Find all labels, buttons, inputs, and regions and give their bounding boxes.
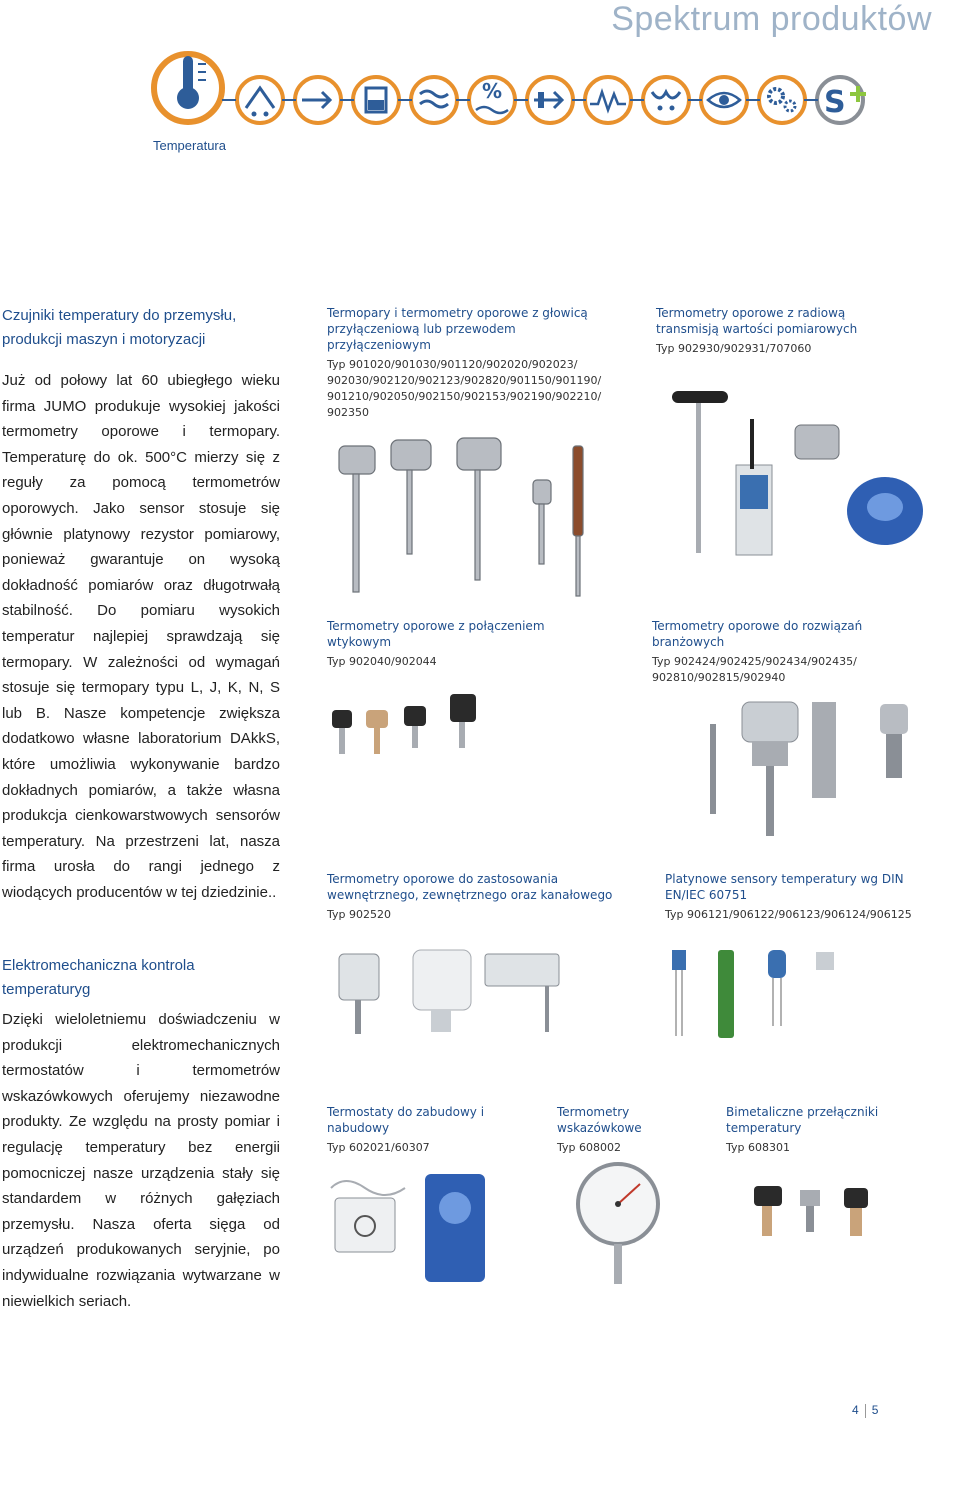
electromech-body: Dzięki wieloletniemu doświadczeniu w produkcji elektromechanicznych termostatów i termometrów wskazówkowych oferujemy niezawodne produkty. Ze względu na prosty pomiar i regulację temperatury bez energii pomocniczej nasze urządzenia stały się standardem w różnych gałęziach przemysłu. Nasza oferta sięga od urządzeń produkowanych seryjnie, po indywidualne rozwiązania wytwarzane w niewielkich seriach.	[2, 1011, 280, 1310]
product-title: Termometry oporowe do zastosowania wewnętrznego, zewnętrznego oraz kanałowego	[327, 872, 613, 902]
gears-icon[interactable]	[759, 77, 805, 123]
safety-plus-icon[interactable]	[817, 77, 866, 123]
product-type: Typ 602021/60307	[327, 1141, 430, 1154]
product-image-bimetal	[748, 1180, 888, 1244]
product-image-indoor	[335, 944, 575, 1036]
product-block	[327, 1104, 507, 1156]
eye-icon[interactable]	[701, 77, 747, 123]
product-block	[652, 618, 872, 686]
product-image-thermocouples	[325, 432, 600, 600]
product-image-dial-thermometer	[560, 1158, 680, 1288]
product-block	[726, 1104, 956, 1156]
product-title: Termometry oporowe do rozwiązań branżowych	[652, 619, 863, 649]
intro-heading: Czujniki temperatury do przemysłu, produkcji maszyn i motoryzacji	[2, 307, 237, 348]
product-category-icons	[150, 48, 890, 134]
percent-icon[interactable]	[469, 77, 515, 123]
electromech-heading: Elektromechaniczna kontrola temperaturyg	[2, 957, 195, 998]
product-image-thermostat	[325, 1168, 505, 1288]
page-numbers	[846, 1403, 884, 1418]
liquid-analysis-icon[interactable]	[353, 77, 399, 123]
flow-icon[interactable]	[295, 77, 341, 123]
page-number-left: 4	[852, 1403, 859, 1417]
category-label: Temperatura	[153, 138, 226, 153]
level-icon[interactable]	[237, 77, 283, 123]
product-image-industry	[700, 694, 930, 838]
product-block	[656, 305, 876, 357]
product-type: Typ 608002	[557, 1141, 621, 1154]
intro-body: Już od połowy lat 60 ubiegłego wieku firma JUMO produkuje wysokiej jakości termometry oporowe i termopary. Temperaturę do ok. 500°C mierzy się z reguły za pomocą termometrów oporowych. Jako sensor stosuje się głównie platynowy rezystor pomiarowy, ponieważ gwarantuje on wysoką dokładność pomiarów oraz długotrwałą stabilność. Do pomiaru wysokich temperatur najlepiej sprawdzają się termopary. W zależności od wymagań stosuje się termopary typu L, J, K, N, S lub B. Nasze kompetencje zwiększa dodatkowo własne laboratorium DAkkS, które umożliwia wykonywanie bardzo dokładnych pomiarów, a także własna produkcja cienkowarstwowych sensorów temperatury. Na przestrzeni lat, nasza firma urosła do rangi jednego z wiodących producentów w tej dziedzinie..	[2, 372, 280, 901]
product-image-plug	[330, 688, 510, 758]
svg-text:%: %	[482, 79, 503, 103]
product-title: Termometry wskazówkowe	[557, 1105, 642, 1135]
product-block	[327, 871, 627, 923]
product-block	[557, 1104, 697, 1156]
product-title: Bimetaliczne przełączniki temperatury	[726, 1105, 879, 1135]
product-title: Termopary i termometry oporowe z głowicą przyłączeniową lub przewodem przyłączeniowym	[327, 306, 588, 352]
product-type: Typ 902520	[327, 908, 391, 921]
product-image-wireless	[670, 385, 925, 560]
product-title: Termometry oporowe z połączeniem wtykowym	[327, 619, 545, 649]
pressure-icon[interactable]	[527, 77, 573, 123]
svg-text:S: S	[824, 85, 846, 120]
heat-icon[interactable]	[643, 77, 689, 123]
product-type: Typ 902424/902425/902434/902435/ 902810/902815/902940	[652, 655, 857, 684]
product-block	[665, 871, 925, 923]
product-type: Typ 906121/906122/906123/906124/906125	[665, 908, 912, 921]
page-number-right: 5	[871, 1403, 879, 1417]
product-type: Typ 608301	[726, 1141, 790, 1154]
product-type: Typ 902930/902931/707060	[656, 342, 812, 355]
thermometer-icon[interactable]	[154, 54, 222, 122]
product-block	[327, 305, 602, 421]
product-title: Platynowe sensory temperatury wg DIN EN/IEC 60751	[665, 872, 904, 902]
product-type: Typ 901020/901030/901120/902020/902023/ 902030/902120/902123/902820/901150/901190/ 901210/902050/902150/902153/902190/902210/ 902350	[327, 358, 602, 419]
product-block	[327, 618, 547, 670]
product-image-sensors	[660, 946, 860, 1046]
product-title: Termostaty do zabudowy i nabudowy	[327, 1105, 485, 1135]
humidity-icon[interactable]	[411, 77, 457, 123]
product-title: Termometry oporowe z radiową transmisją wartości pomiarowych	[656, 306, 858, 336]
page-title: Spektrum produktów	[611, 0, 932, 38]
product-type: Typ 902040/902044	[327, 655, 437, 668]
waveform-icon[interactable]	[585, 77, 631, 123]
